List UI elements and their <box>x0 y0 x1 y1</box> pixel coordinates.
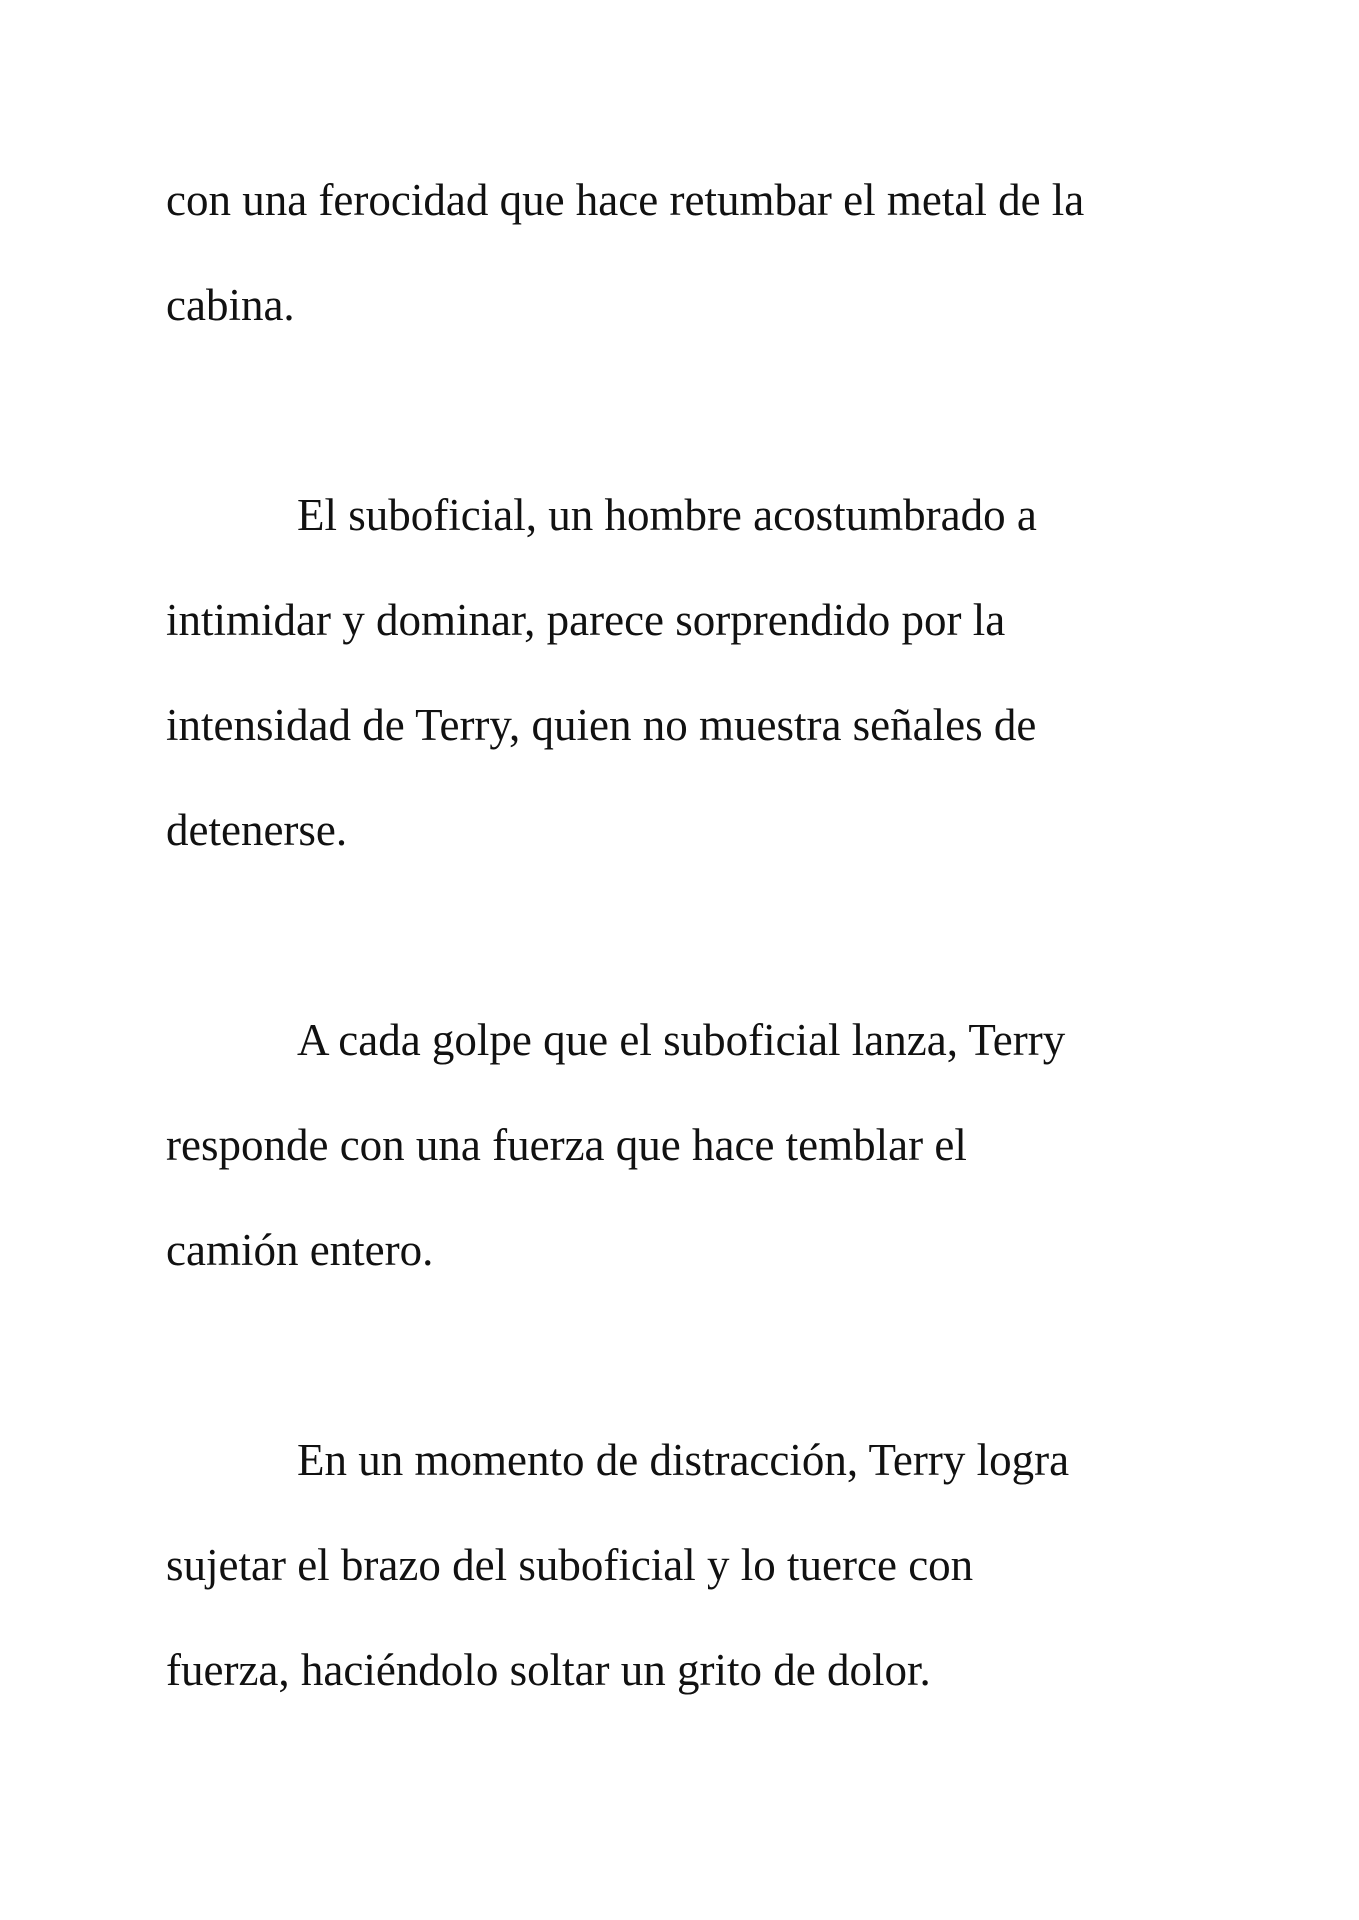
paragraph-line: En un momento de distracción, Terry logra <box>297 1435 1070 1485</box>
paragraph-line: responde con una fuerza que hace temblar el <box>166 1120 967 1170</box>
paragraph-line: fuerza, haciéndolo soltar un grito de dolor. <box>166 1645 931 1695</box>
paragraph-line: camión entero. <box>166 1225 434 1275</box>
paragraph-line: intimidar y dominar, parece sorprendido por la <box>166 595 1006 645</box>
paragraph-line: intensidad de Terry, quien no muestra señales de <box>166 700 1037 750</box>
paragraph-line: cabina. <box>166 280 295 330</box>
paragraph-line: A cada golpe que el suboficial lanza, Terry <box>297 1015 1066 1065</box>
paragraph-line: detenerse. <box>166 805 348 855</box>
paragraph-line: sujetar el brazo del suboficial y lo tuerce con <box>166 1540 974 1590</box>
paragraph-line: con una ferocidad que hace retumbar el metal de la <box>166 175 1085 225</box>
paragraph-line: El suboficial, un hombre acostumbrado a <box>297 490 1037 540</box>
